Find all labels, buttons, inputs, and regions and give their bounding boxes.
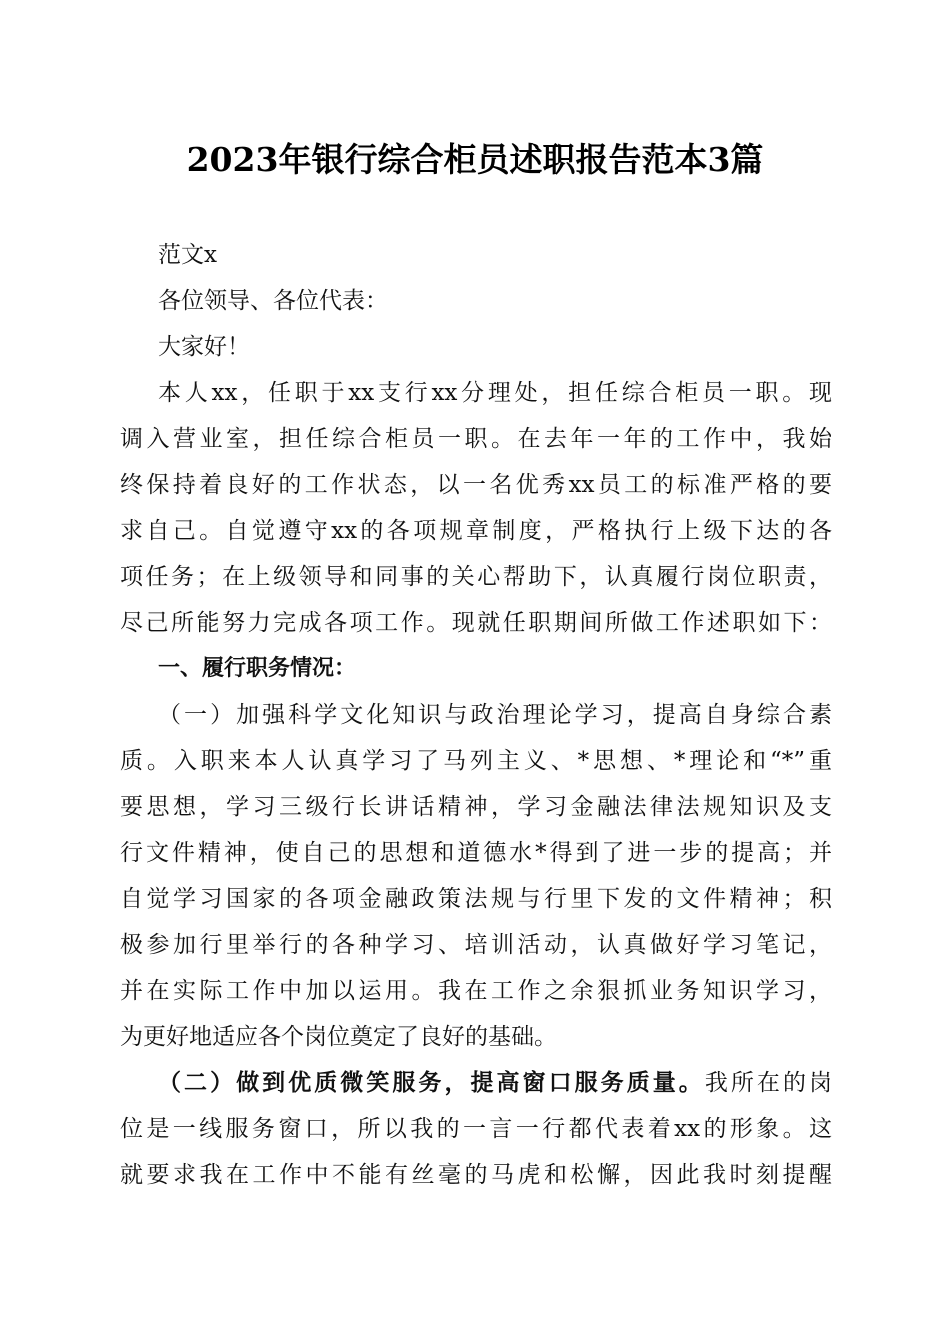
paragraph-line: 范文x xyxy=(158,242,217,268)
paragraph-line: 求自己。自觉遵守xx的各项规章制度，严格执行上级下达的各 xyxy=(120,518,832,544)
paragraph-line: 要思想，学习三级行长讲话精神，学习金融法律法规知识及支 xyxy=(120,794,832,820)
document-body xyxy=(120,232,832,1198)
paragraph-line: 终保持着良好的工作状态，以一名优秀xx员工的标准严格的要 xyxy=(120,472,832,498)
paragraph-line: 极参加行里举行的各种学习、培训活动，认真做好学习笔记， xyxy=(120,932,832,958)
paragraph-line: 为更好地适应各个岗位奠定了良好的基础。 xyxy=(120,1024,557,1050)
paragraph-line: （一）加强科学文化知识与政治理论学习，提高自身综合素 xyxy=(158,702,832,728)
paragraph-line: 质。入职来本人认真学习了马列主义、*思想、*理论和“*”重 xyxy=(120,748,832,774)
paragraph-line: 项任务；在上级领导和同事的关心帮助下，认真履行岗位职责， xyxy=(120,564,832,590)
paragraph-line: 并在实际工作中加以运用。我在工作之余狠抓业务知识学习， xyxy=(120,978,832,1004)
paragraph-line: 位是一线服务窗口，所以我的一言一行都代表着xx的形象。这 xyxy=(120,1116,832,1142)
paragraph-line: 行文件精神，使自己的思想和道德水*得到了进一步的提高；并 xyxy=(120,840,832,866)
subsection-lead: （二）做到优质微笑服务，提高窗口服务质量。 xyxy=(158,1069,705,1096)
paragraph-line: 本人xx，任职于xx支行xx分理处，担任综合柜员一职。现 xyxy=(158,380,832,406)
paragraph-line: 就要求我在工作中不能有丝毫的马虎和松懈，因此我时刻提醒 xyxy=(120,1162,832,1188)
paragraph-text: 我所在的岗 xyxy=(704,1070,832,1096)
paragraph-line: 大家好！ xyxy=(158,334,250,360)
document-title: 2023年银行综合柜员述职报告范本3篇 xyxy=(186,140,764,179)
paragraph-line: 各位领导、各位代表： xyxy=(158,288,388,314)
section-heading: 一、履行职务情况： xyxy=(158,656,357,681)
paragraph-line: 自觉学习国家的各项金融政策法规与行里下发的文件精神；积 xyxy=(120,886,832,912)
paragraph-line xyxy=(120,1060,832,1106)
paragraph-line: 调入营业室，担任综合柜员一职。在去年一年的工作中，我始 xyxy=(120,426,832,452)
paragraph-line: 尽己所能努力完成各项工作。现就任职期间所做工作述职如下： xyxy=(120,610,832,636)
